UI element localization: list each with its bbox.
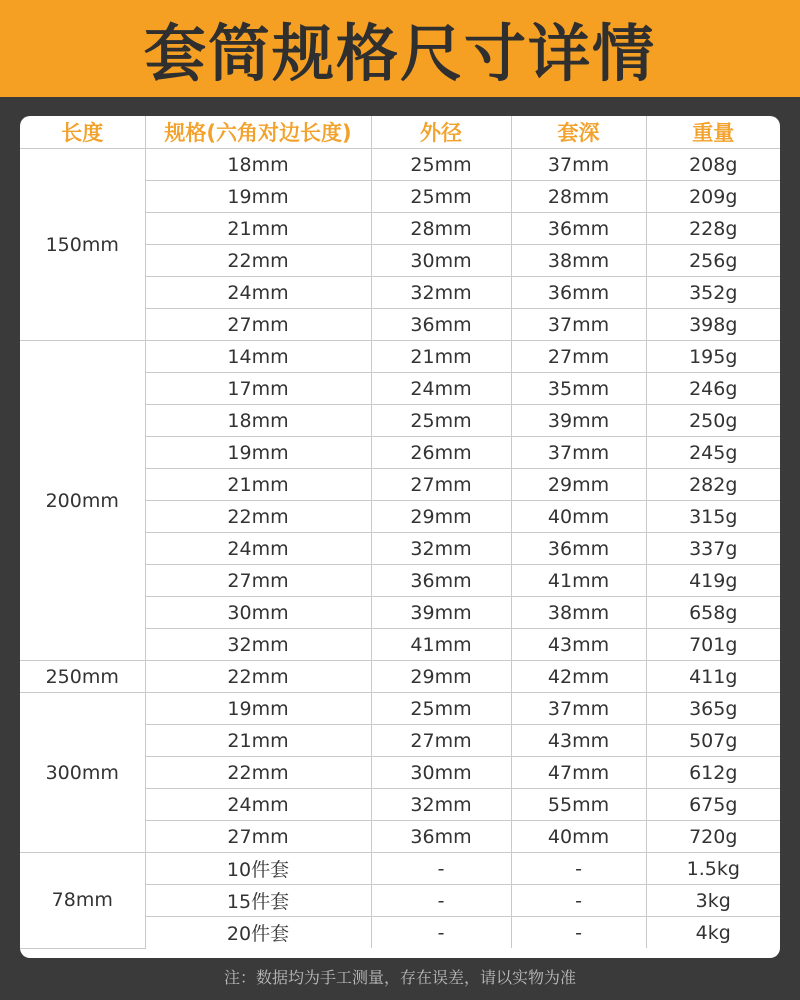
spec-card — [20, 116, 780, 958]
spec-cell: 21mm — [145, 469, 371, 501]
spec-cell: 24mm — [145, 277, 371, 309]
outer-diameter-cell: - — [371, 917, 511, 949]
outer-diameter-cell: 32mm — [371, 533, 511, 565]
outer-diameter-cell: 29mm — [371, 501, 511, 533]
outer-diameter-cell: 29mm — [371, 661, 511, 693]
weight-cell: 195g — [646, 341, 780, 373]
outer-diameter-cell: 36mm — [371, 565, 511, 597]
weight-cell: 250g — [646, 405, 780, 437]
table-body — [20, 149, 780, 949]
depth-cell: 28mm — [511, 181, 646, 213]
weight-cell: 256g — [646, 245, 780, 277]
outer-diameter-cell: 27mm — [371, 469, 511, 501]
spec-cell: 10件套 — [145, 853, 371, 885]
depth-cell: 37mm — [511, 693, 646, 725]
spec-cell: 19mm — [145, 693, 371, 725]
spec-cell: 20件套 — [145, 917, 371, 949]
weight-cell: 208g — [646, 149, 780, 181]
spec-cell: 18mm — [145, 149, 371, 181]
length-cell: 150mm — [20, 149, 145, 341]
depth-cell: 38mm — [511, 597, 646, 629]
depth-cell: 27mm — [511, 341, 646, 373]
spec-cell: 32mm — [145, 629, 371, 661]
depth-cell: 29mm — [511, 469, 646, 501]
header-depth: 套深 — [511, 116, 646, 149]
depth-cell: 35mm — [511, 373, 646, 405]
spec-cell: 21mm — [145, 213, 371, 245]
weight-cell: 411g — [646, 661, 780, 693]
depth-cell: 41mm — [511, 565, 646, 597]
weight-cell: 658g — [646, 597, 780, 629]
footer-note: 注：数据均为手工测量，存在误差，请以实物为准 — [223, 968, 576, 987]
table-header-row — [20, 116, 780, 149]
title-banner — [0, 0, 800, 97]
weight-cell: 209g — [646, 181, 780, 213]
header-spec: 规格(六角对边长度) — [145, 116, 371, 149]
weight-cell: 720g — [646, 821, 780, 853]
spec-cell: 15件套 — [145, 885, 371, 917]
depth-cell: 36mm — [511, 213, 646, 245]
spec-cell: 22mm — [145, 501, 371, 533]
length-cell: 250mm — [20, 661, 145, 693]
outer-diameter-cell: 21mm — [371, 341, 511, 373]
depth-cell: - — [511, 917, 646, 949]
header-outer-diameter: 外径 — [371, 116, 511, 149]
depth-cell: - — [511, 853, 646, 885]
spec-cell: 19mm — [145, 437, 371, 469]
depth-cell: 42mm — [511, 661, 646, 693]
weight-cell: 315g — [646, 501, 780, 533]
outer-diameter-cell: 27mm — [371, 725, 511, 757]
depth-cell: 37mm — [511, 309, 646, 341]
outer-diameter-cell: 32mm — [371, 789, 511, 821]
weight-cell: 282g — [646, 469, 780, 501]
outer-diameter-cell: 24mm — [371, 373, 511, 405]
table-row — [20, 149, 780, 181]
outer-diameter-cell: 36mm — [371, 821, 511, 853]
depth-cell: 43mm — [511, 629, 646, 661]
outer-diameter-cell: 25mm — [371, 693, 511, 725]
depth-cell: 37mm — [511, 149, 646, 181]
weight-cell: 245g — [646, 437, 780, 469]
weight-cell: 246g — [646, 373, 780, 405]
length-cell: 300mm — [20, 693, 145, 853]
spec-cell: 24mm — [145, 789, 371, 821]
depth-cell: 39mm — [511, 405, 646, 437]
outer-diameter-cell: 28mm — [371, 213, 511, 245]
spec-cell: 22mm — [145, 245, 371, 277]
length-cell: 200mm — [20, 341, 145, 661]
header-length: 长度 — [20, 116, 145, 149]
weight-cell: 701g — [646, 629, 780, 661]
table-row — [20, 853, 780, 885]
weight-cell: 675g — [646, 789, 780, 821]
table-row — [20, 661, 780, 693]
weight-cell: 398g — [646, 309, 780, 341]
weight-cell: 507g — [646, 725, 780, 757]
outer-diameter-cell: 30mm — [371, 757, 511, 789]
spec-cell: 30mm — [145, 597, 371, 629]
table-row — [20, 693, 780, 725]
depth-cell: 37mm — [511, 437, 646, 469]
page-title: 套筒规格尺寸详情 — [143, 17, 656, 90]
outer-diameter-cell: - — [371, 853, 511, 885]
spec-cell: 22mm — [145, 757, 371, 789]
table-row — [20, 341, 780, 373]
spec-cell: 22mm — [145, 661, 371, 693]
outer-diameter-cell: 32mm — [371, 277, 511, 309]
depth-cell: 40mm — [511, 821, 646, 853]
weight-cell: 365g — [646, 693, 780, 725]
spec-cell: 14mm — [145, 341, 371, 373]
weight-cell: 612g — [646, 757, 780, 789]
depth-cell: - — [511, 885, 646, 917]
depth-cell: 38mm — [511, 245, 646, 277]
depth-cell: 47mm — [511, 757, 646, 789]
depth-cell: 36mm — [511, 277, 646, 309]
depth-cell: 55mm — [511, 789, 646, 821]
depth-cell: 43mm — [511, 725, 646, 757]
outer-diameter-cell: 39mm — [371, 597, 511, 629]
spec-cell: 18mm — [145, 405, 371, 437]
spec-cell: 27mm — [145, 565, 371, 597]
depth-cell: 40mm — [511, 501, 646, 533]
spec-cell: 24mm — [145, 533, 371, 565]
outer-diameter-cell: 30mm — [371, 245, 511, 277]
outer-diameter-cell: 25mm — [371, 149, 511, 181]
weight-cell: 419g — [646, 565, 780, 597]
outer-diameter-cell: - — [371, 885, 511, 917]
spec-cell: 19mm — [145, 181, 371, 213]
spec-cell: 17mm — [145, 373, 371, 405]
weight-cell: 1.5kg — [646, 853, 780, 885]
depth-cell: 36mm — [511, 533, 646, 565]
header-weight: 重量 — [646, 116, 780, 149]
weight-cell: 228g — [646, 213, 780, 245]
outer-diameter-cell: 26mm — [371, 437, 511, 469]
weight-cell: 3kg — [646, 885, 780, 917]
outer-diameter-cell: 41mm — [371, 629, 511, 661]
length-cell: 78mm — [20, 853, 145, 949]
outer-diameter-cell: 25mm — [371, 181, 511, 213]
spec-cell: 21mm — [145, 725, 371, 757]
spec-cell: 27mm — [145, 309, 371, 341]
outer-diameter-cell: 25mm — [371, 405, 511, 437]
spec-table — [20, 116, 780, 949]
weight-cell: 337g — [646, 533, 780, 565]
weight-cell: 352g — [646, 277, 780, 309]
spec-cell: 27mm — [145, 821, 371, 853]
outer-diameter-cell: 36mm — [371, 309, 511, 341]
weight-cell: 4kg — [646, 917, 780, 949]
